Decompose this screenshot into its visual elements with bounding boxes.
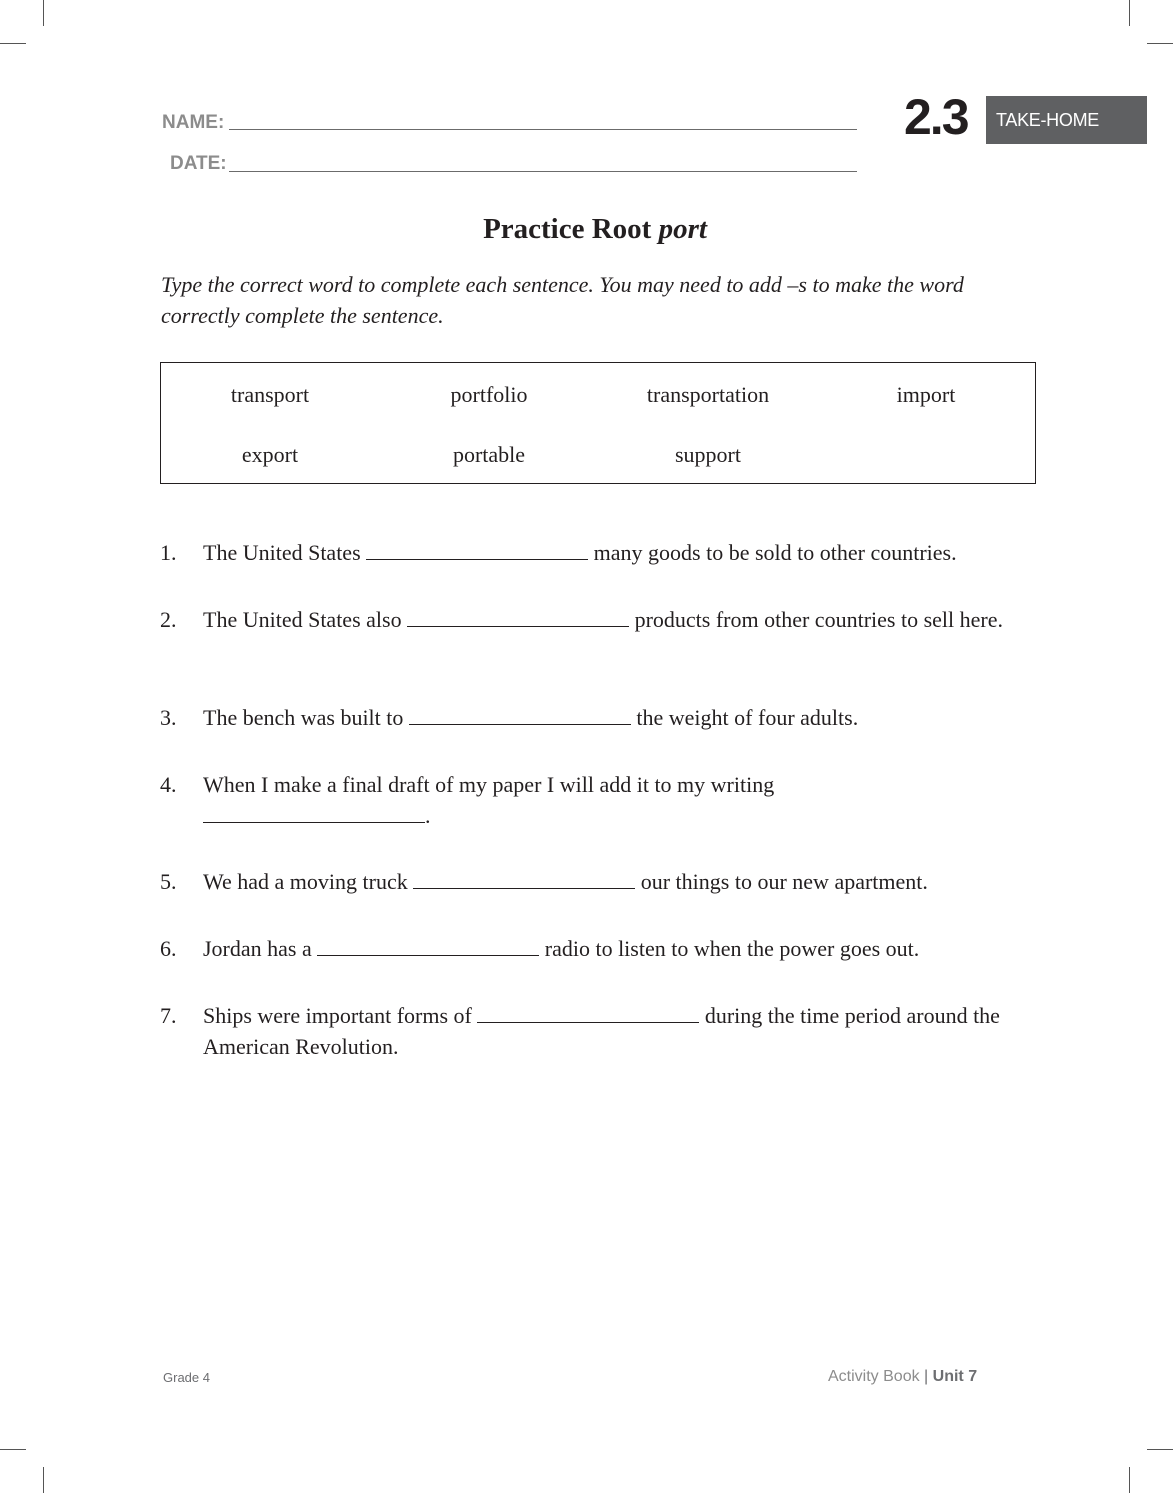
question-text: We had a moving truck our things to our new apartment. (203, 869, 928, 894)
question-5 (160, 866, 1040, 897)
question-number: 5. (160, 869, 177, 894)
question-text: Jordan has a radio to listen to when the power goes out. (203, 936, 920, 961)
answer-blank[interactable] (407, 606, 629, 627)
question-text: The bench was built to the weight of four adults. (203, 705, 859, 730)
crop-mark (43, 0, 44, 26)
answer-blank[interactable] (203, 802, 425, 823)
page-title (0, 213, 1173, 246)
crop-mark (1147, 43, 1173, 44)
question-number: 7. (160, 1003, 177, 1028)
footer-book (828, 1368, 977, 1386)
question-number: 2. (160, 607, 177, 632)
lesson-number: 2.3 (904, 89, 968, 145)
question-text: The United States also products from other countries to sell here. (203, 607, 1003, 632)
name-label: NAME: (162, 112, 225, 133)
date-label: DATE: (170, 153, 227, 174)
question-number: 3. (160, 705, 177, 730)
question-2 (160, 604, 1020, 635)
crop-mark (43, 1467, 44, 1493)
footer-book-title: Activity Book (828, 1368, 920, 1385)
title-emphasis: port (658, 213, 707, 245)
question-4 (160, 769, 780, 831)
answer-blank[interactable] (366, 539, 588, 560)
question-3 (160, 702, 1040, 733)
answer-blank[interactable] (409, 704, 631, 725)
question-6 (160, 933, 1040, 964)
crop-mark (1129, 1467, 1130, 1493)
word-bank-item: transport (230, 382, 310, 407)
date-line[interactable] (229, 171, 857, 172)
footer-unit: Unit 7 (932, 1368, 978, 1385)
name-line[interactable] (229, 129, 857, 130)
word-bank-item: import (896, 382, 956, 407)
answer-blank[interactable] (317, 935, 539, 956)
question-text: When I make a final draft of my paper I will add it to my writing . (203, 772, 775, 828)
question-text: The United States many goods to be sold to other countries. (203, 540, 957, 565)
word-bank-item: export (241, 442, 299, 467)
word-bank (160, 362, 1036, 484)
word-bank-item: transportation (646, 382, 770, 407)
question-text: Ships were important forms of during the time period around the American Revolution. (203, 1003, 1000, 1059)
question-number: 1. (160, 540, 177, 565)
footer-grade: Grade 4 (163, 1370, 210, 1385)
title-main: Practice Root (483, 213, 659, 245)
question-number: 4. (160, 772, 177, 797)
question-number: 6. (160, 936, 177, 961)
word-bank-item: support (675, 442, 741, 467)
answer-blank[interactable] (413, 868, 635, 889)
word-bank-item: portable (452, 442, 526, 467)
instructions: Type the correct word to complete each sentence. You may need to add –s to make the word correctly complete the sentence. (161, 272, 964, 328)
answer-blank[interactable] (477, 1002, 699, 1023)
crop-mark (0, 43, 26, 44)
question-1 (160, 537, 1040, 568)
crop-mark (1129, 0, 1130, 26)
crop-mark (1147, 1449, 1173, 1450)
question-7 (160, 1000, 1040, 1062)
take-home-badge: TAKE-HOME (986, 96, 1147, 144)
crop-mark (0, 1449, 26, 1450)
footer-separator: | (924, 1368, 929, 1385)
word-bank-item: portfolio (450, 382, 528, 407)
